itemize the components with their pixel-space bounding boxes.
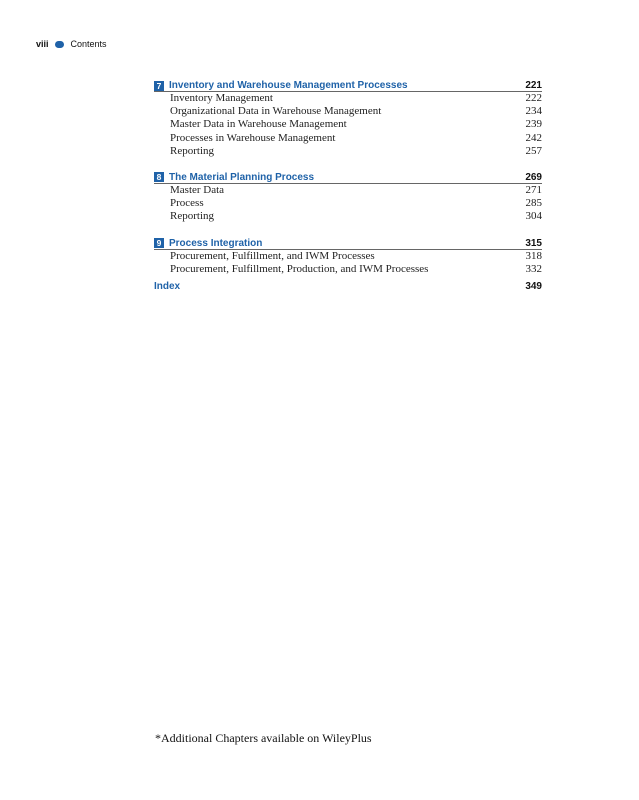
toc-entry-title: Reporting — [170, 210, 214, 223]
toc-entry[interactable] — [154, 263, 542, 276]
toc-entry-title: Inventory Management — [170, 92, 273, 104]
toc-entry[interactable] — [154, 250, 542, 263]
toc-entry[interactable] — [154, 118, 542, 131]
toc-entry-title: Processes in Warehouse Management — [170, 131, 336, 144]
toc-entry-page: 239 — [525, 118, 542, 131]
chapter-heading[interactable] — [154, 79, 542, 92]
toc-entry[interactable] — [154, 132, 542, 145]
page-folio: viii — [36, 39, 49, 49]
chapter-title: The Material Planning Process — [169, 171, 315, 183]
footnote: *Additional Chapters available on WileyPlus — [155, 731, 372, 745]
toc-entry[interactable] — [154, 92, 542, 105]
chapter-number-badge: 9 — [154, 238, 164, 248]
toc-entry-page: 318 — [525, 249, 542, 262]
chapter-heading[interactable] — [154, 237, 542, 250]
toc-entry-title: Procurement, Fulfillment, and IWM Processes — [170, 249, 375, 262]
toc-entry-title: Master Data in Warehouse Management — [170, 118, 347, 131]
chapter-number-badge: 7 — [154, 81, 164, 91]
chapter-9 — [154, 237, 542, 276]
toc-entry-page: 242 — [525, 131, 542, 144]
toc-entry-title: Reporting — [170, 144, 214, 157]
toc-entry-page: 222 — [525, 92, 542, 104]
toc-entry-page: 234 — [525, 105, 542, 118]
chapter-number-badge: 8 — [154, 172, 164, 182]
toc-entry-title: Organizational Data in Warehouse Management — [170, 105, 382, 118]
running-header-title: Contents — [70, 39, 107, 49]
index-page: 349 — [525, 280, 542, 292]
toc-entry-page: 332 — [525, 262, 542, 275]
chapter-heading[interactable] — [154, 171, 542, 184]
toc-entry[interactable] — [154, 145, 542, 158]
toc-entry[interactable] — [154, 184, 542, 197]
toc-entry-page: 285 — [525, 197, 542, 210]
toc-entry-page: 271 — [525, 183, 542, 196]
toc-entry[interactable] — [154, 105, 542, 118]
chapter-7 — [154, 79, 542, 158]
toc-entry-title: Master Data — [170, 183, 225, 196]
toc-entry[interactable] — [154, 210, 542, 223]
toc-entry-page: 304 — [525, 210, 542, 223]
chapter-page: 269 — [525, 171, 542, 183]
chapter-page: 221 — [525, 80, 542, 91]
running-header — [36, 38, 107, 50]
header-bullet-icon — [55, 41, 64, 48]
chapter-page: 315 — [525, 237, 542, 249]
chapter-8 — [154, 171, 542, 224]
index-label: Index — [154, 280, 181, 292]
toc-entry-page: 257 — [525, 144, 542, 157]
index-entry[interactable] — [154, 280, 542, 293]
toc-entry-title: Process — [170, 197, 204, 210]
chapter-title: Process Integration — [169, 237, 263, 249]
toc-entry[interactable] — [154, 197, 542, 210]
table-of-contents — [154, 79, 542, 293]
toc-entry-title: Procurement, Fulfillment, Production, and IWM Processes — [170, 262, 429, 275]
chapter-title: Inventory and Warehouse Management Processes — [169, 80, 408, 91]
